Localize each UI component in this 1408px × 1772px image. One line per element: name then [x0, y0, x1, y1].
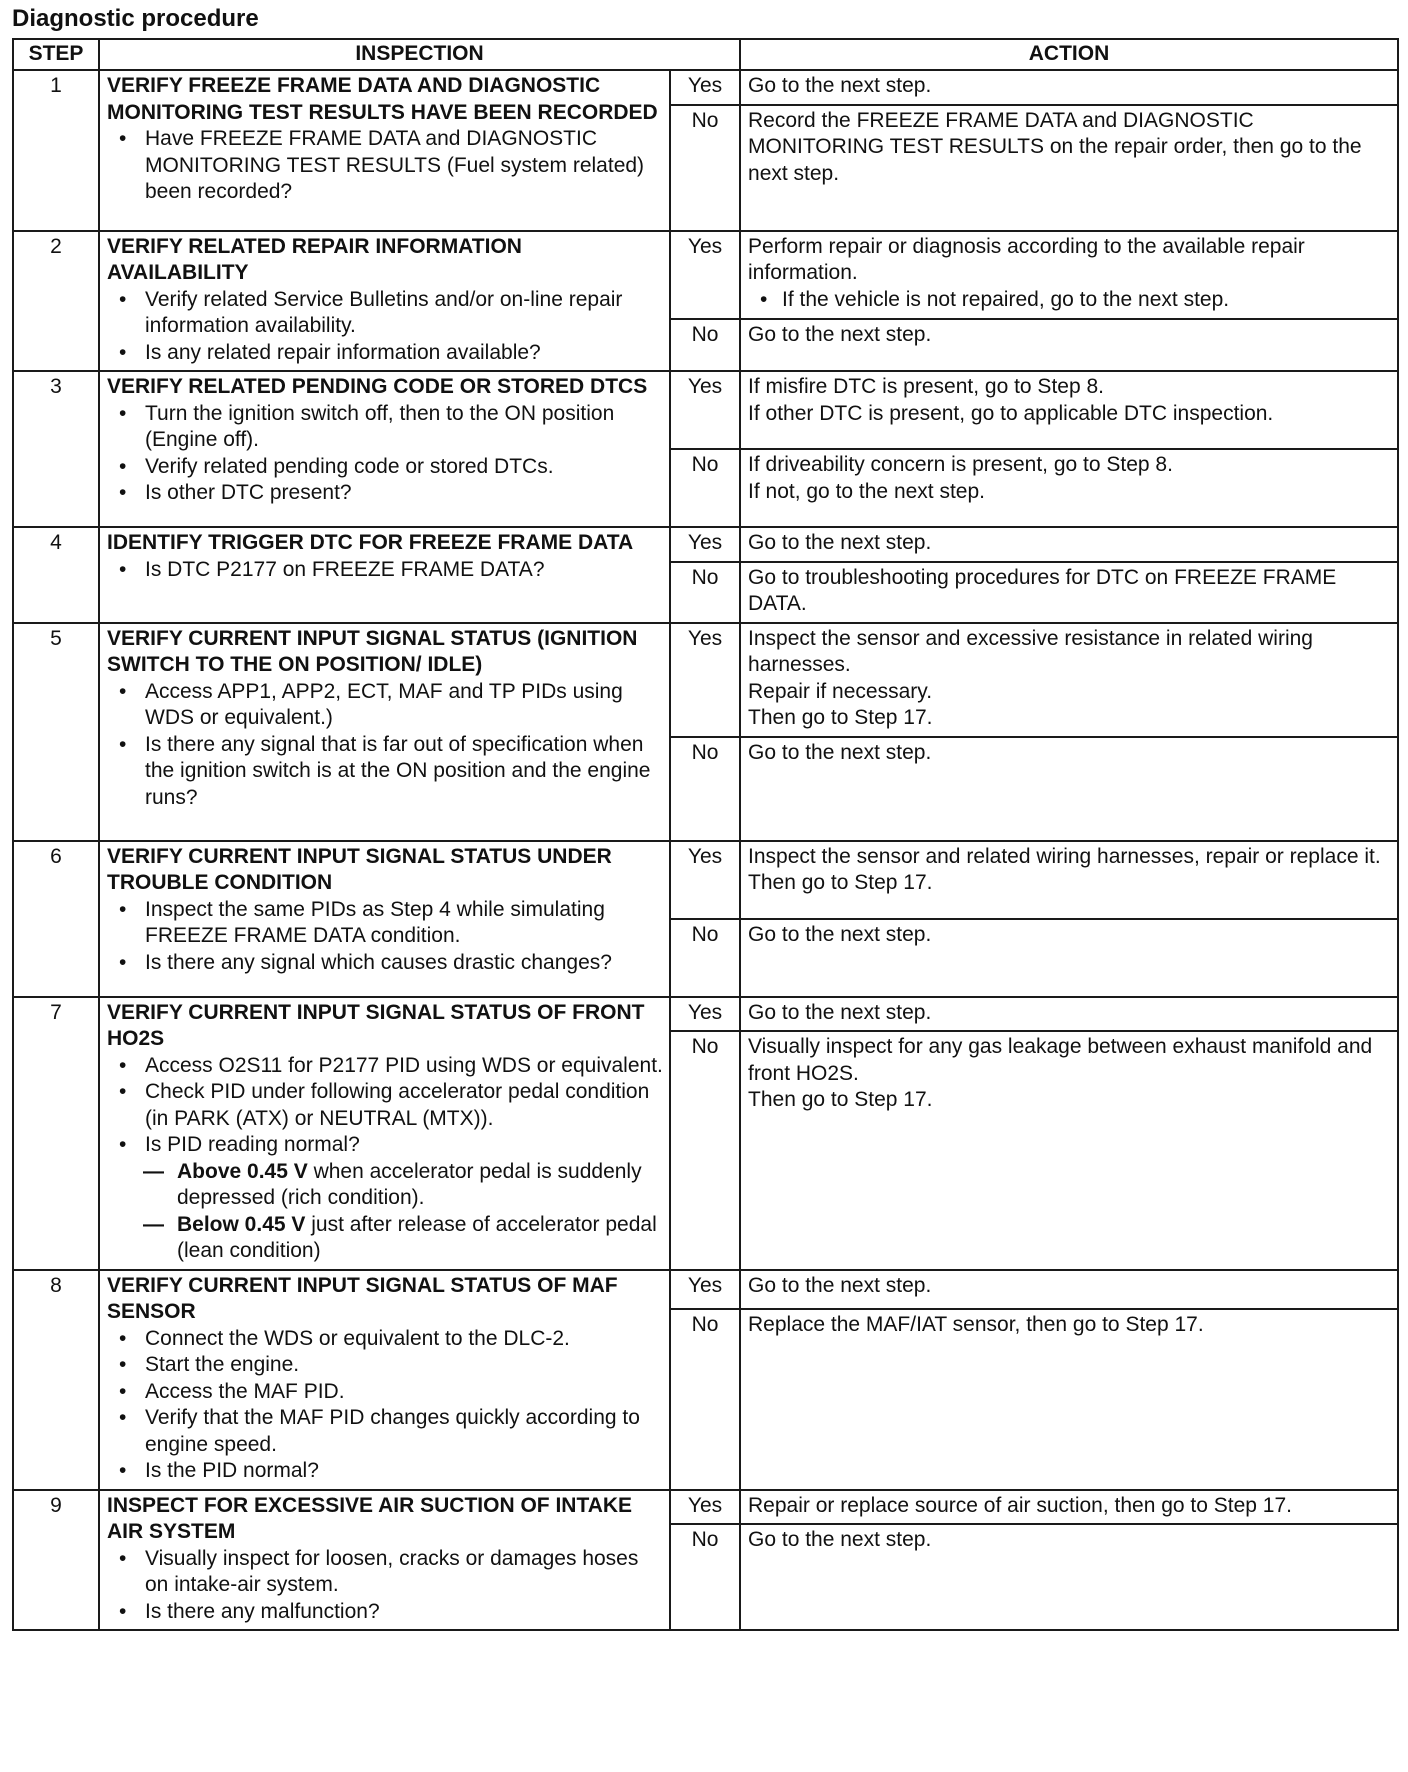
yes-label: Yes [670, 527, 740, 562]
inspection-bullet: • Turn the ignition switch off, then to the ON position (Engine off). [107, 401, 663, 454]
diagnostic-procedure-table [12, 38, 1399, 1631]
action-line: If not, go to the next step. [748, 479, 986, 503]
inspection-bullet: • Is PID reading normal? [107, 1132, 663, 1159]
action-line: Go to the next step. [748, 922, 932, 946]
inspection-bullet: • Visually inspect for loosen, cracks or damages hoses on intake-air system. [107, 1546, 663, 1599]
inspection-cell [99, 997, 670, 1270]
action-line: Go to the next step. [748, 1000, 932, 1024]
inspection-cell [99, 623, 670, 841]
inspection-bullet: • Have FREEZE FRAME DATA and DIAGNOSTIC MONITORING TEST RESULTS (Fuel system related) been recorded? [107, 126, 663, 206]
no-label: No [670, 1309, 740, 1490]
no-action [740, 1524, 1398, 1630]
step-number: 5 [13, 623, 99, 841]
sub-bullet-text: just after release of accelerator pedal (lean condition) [177, 1212, 657, 1262]
action-line: Perform repair or diagnosis according to the available repair information. [748, 234, 1305, 284]
inspection-cell [99, 231, 670, 372]
yes-label: Yes [670, 997, 740, 1032]
inspection-sub-bullet [107, 1212, 663, 1265]
inspection-cell [99, 527, 670, 623]
no-label: No [670, 105, 740, 231]
inspection-title: VERIFY FREEZE FRAME DATA AND DIAGNOSTIC MONITORING TEST RESULTS HAVE BEEN RECORDED [107, 74, 658, 124]
action-line: Go to the next step. [748, 1528, 932, 1552]
inspection-bullet: • Is the PID normal? [107, 1458, 663, 1485]
inspection-bullet: • Is there any signal which causes drastic changes? [107, 950, 663, 977]
step-row-yes [13, 231, 1398, 319]
yes-action [740, 527, 1398, 562]
action-line: Go to the next step. [748, 1273, 932, 1297]
step-number: 3 [13, 371, 99, 527]
inspection-bullets [107, 287, 663, 367]
inspection-bullet: • Inspect the same PIDs as Step 4 while simulating FREEZE FRAME DATA condition. [107, 897, 663, 950]
inspection-bullet: • Start the engine. [107, 1352, 663, 1379]
no-label: No [670, 1031, 740, 1269]
yes-label: Yes [670, 371, 740, 449]
inspection-bullets [107, 1326, 663, 1485]
no-label: No [670, 1524, 740, 1630]
page-title: Diagnostic procedure [12, 5, 259, 32]
inspection-bullets [107, 1053, 663, 1159]
yes-action [740, 841, 1398, 919]
sub-bullet-threshold: Below 0.45 V [177, 1212, 306, 1236]
step-number: 7 [13, 997, 99, 1270]
step-row-yes [13, 841, 1398, 919]
no-action [740, 737, 1398, 841]
action-line: If misfire DTC is present, go to Step 8. [748, 375, 1104, 398]
action-line: Visually inspect for any gas leakage between exhaust manifold and front HO2S. [748, 1035, 1373, 1085]
action-line: Inspect the sensor and related wiring harnesses, repair or replace it. [748, 844, 1381, 868]
no-action [740, 449, 1398, 527]
yes-label: Yes [670, 623, 740, 737]
inspection-cell [99, 371, 670, 527]
inspection-bullet: • Access the MAF PID. [107, 1379, 663, 1406]
yes-action [740, 231, 1398, 319]
inspection-bullet: • Access O2S11 for P2177 PID using WDS or equivalent. [107, 1053, 663, 1080]
inspection-bullets [107, 126, 663, 206]
no-action [740, 562, 1398, 623]
step-number: 2 [13, 231, 99, 372]
yes-label: Yes [670, 1490, 740, 1525]
no-action [740, 319, 1398, 371]
action-line: Replace the MAF/IAT sensor, then go to Step 17. [748, 1312, 1204, 1336]
inspection-bullet: • Verify that the MAF PID changes quickly according to engine speed. [107, 1405, 663, 1458]
inspection-bullets [107, 557, 663, 584]
inspection-bullet: • Verify related pending code or stored DTCs. [107, 454, 663, 481]
inspection-bullets [107, 401, 663, 507]
inspection-bullets [107, 679, 663, 812]
inspection-bullet: • Is there any signal that is far out of specification when the ignition switch is at the ON position and the engine runs? [107, 732, 663, 812]
inspection-bullets [107, 1546, 663, 1626]
action-line: Then go to Step 17. [748, 706, 933, 729]
sub-bullet-text: when accelerator pedal is suddenly depressed (rich condition). [177, 1159, 642, 1209]
inspection-title: INSPECT FOR EXCESSIVE AIR SUCTION OF INTAKE AIR SYSTEM [107, 1493, 633, 1543]
yes-action [740, 623, 1398, 737]
yes-label: Yes [670, 70, 740, 105]
action-bullet: • If the vehicle is not repaired, go to the next step. [748, 287, 1391, 314]
action-bullets [748, 287, 1391, 314]
no-label: No [670, 449, 740, 527]
inspection-title: VERIFY CURRENT INPUT SIGNAL STATUS (IGNITION SWITCH TO THE ON POSITION/ IDLE) [107, 626, 638, 676]
no-action [740, 919, 1398, 997]
yes-label: Yes [670, 1270, 740, 1309]
inspection-bullet: • Is DTC P2177 on FREEZE FRAME DATA? [107, 557, 663, 584]
inspection-bullet: • Connect the WDS or equivalent to the DLC-2. [107, 1326, 663, 1353]
action-line: If other DTC is present, go to applicable DTC inspection. [748, 401, 1274, 425]
no-action [740, 105, 1398, 231]
action-header: ACTION [740, 39, 1398, 70]
step-row-yes [13, 1490, 1398, 1525]
step-number: 8 [13, 1270, 99, 1490]
step-row-yes [13, 623, 1398, 737]
step-number: 1 [13, 70, 99, 231]
inspection-title: VERIFY RELATED PENDING CODE OR STORED DTCS [107, 375, 648, 398]
inspection-bullet: • Check PID under following accelerator pedal condition (in PARK (ATX) or NEUTRAL (MTX)). [107, 1079, 663, 1132]
action-line: Repair if necessary. [748, 679, 933, 703]
action-line: Repair or replace source of air suction, then go to Step 17. [748, 1493, 1292, 1517]
step-row-yes [13, 997, 1398, 1032]
yes-action [740, 70, 1398, 105]
sub-bullet-threshold: Above 0.45 V [177, 1159, 308, 1183]
step-row-yes [13, 1270, 1398, 1309]
step-number: 6 [13, 841, 99, 997]
no-label: No [670, 919, 740, 997]
inspection-sub-bullet [107, 1159, 663, 1212]
action-line: Go to the next step. [748, 740, 932, 764]
yes-action [740, 1270, 1398, 1309]
inspection-sub-bullets [107, 1159, 663, 1265]
no-label: No [670, 737, 740, 841]
yes-label: Yes [670, 841, 740, 919]
yes-action [740, 371, 1398, 449]
step-row-yes [13, 527, 1398, 562]
no-label: No [670, 562, 740, 623]
inspection-title: VERIFY CURRENT INPUT SIGNAL STATUS OF FRONT HO2S [107, 1000, 645, 1050]
step-header: STEP [13, 39, 99, 70]
inspection-cell [99, 70, 670, 231]
action-line: Go to the next step. [748, 322, 932, 346]
inspection-title: VERIFY RELATED REPAIR INFORMATION AVAILABILITY [107, 234, 522, 284]
step-row-yes [13, 70, 1398, 105]
no-action [740, 1309, 1398, 1490]
inspection-bullet: • Access APP1, APP2, ECT, MAF and TP PIDs using WDS or equivalent.) [107, 679, 663, 732]
step-number: 9 [13, 1490, 99, 1631]
step-number: 4 [13, 527, 99, 623]
inspection-bullet: • Verify related Service Bulletins and/or on-line repair information availability. [107, 287, 663, 340]
inspection-bullets [107, 897, 663, 977]
inspection-cell [99, 841, 670, 997]
action-line: Record the FREEZE FRAME DATA and DIAGNOSTIC MONITORING TEST RESULTS on the repair order, then go to the next step. [748, 108, 1362, 185]
inspection-cell [99, 1270, 670, 1490]
action-line: Inspect the sensor and excessive resistance in related wiring harnesses. [748, 626, 1313, 676]
step-row-yes [13, 371, 1398, 449]
action-line: Then go to Step 17. [748, 1088, 933, 1112]
no-action [740, 1031, 1398, 1269]
inspection-header: INSPECTION [99, 39, 740, 70]
inspection-title: IDENTIFY TRIGGER DTC FOR FREEZE FRAME DATA [107, 531, 634, 554]
inspection-bullet: • Is any related repair information available? [107, 340, 663, 367]
yes-action [740, 997, 1398, 1032]
inspection-bullet: • Is other DTC present? [107, 480, 663, 507]
yes-label: Yes [670, 231, 740, 319]
action-line: Then go to Step 17. [748, 871, 933, 894]
yes-action [740, 1490, 1398, 1525]
inspection-cell [99, 1490, 670, 1631]
inspection-title: VERIFY CURRENT INPUT SIGNAL STATUS UNDER TROUBLE CONDITION [107, 844, 612, 894]
inspection-bullet: • Is there any malfunction? [107, 1599, 663, 1626]
no-label: No [670, 319, 740, 371]
action-line: Go to the next step. [748, 531, 932, 554]
action-line: If driveability concern is present, go to Step 8. [748, 453, 1173, 476]
action-line: Go to the next step. [748, 74, 932, 97]
inspection-title: VERIFY CURRENT INPUT SIGNAL STATUS OF MAF SENSOR [107, 1273, 618, 1323]
header-row [13, 39, 1398, 70]
action-line: Go to troubleshooting procedures for DTC on FREEZE FRAME DATA. [748, 565, 1337, 615]
